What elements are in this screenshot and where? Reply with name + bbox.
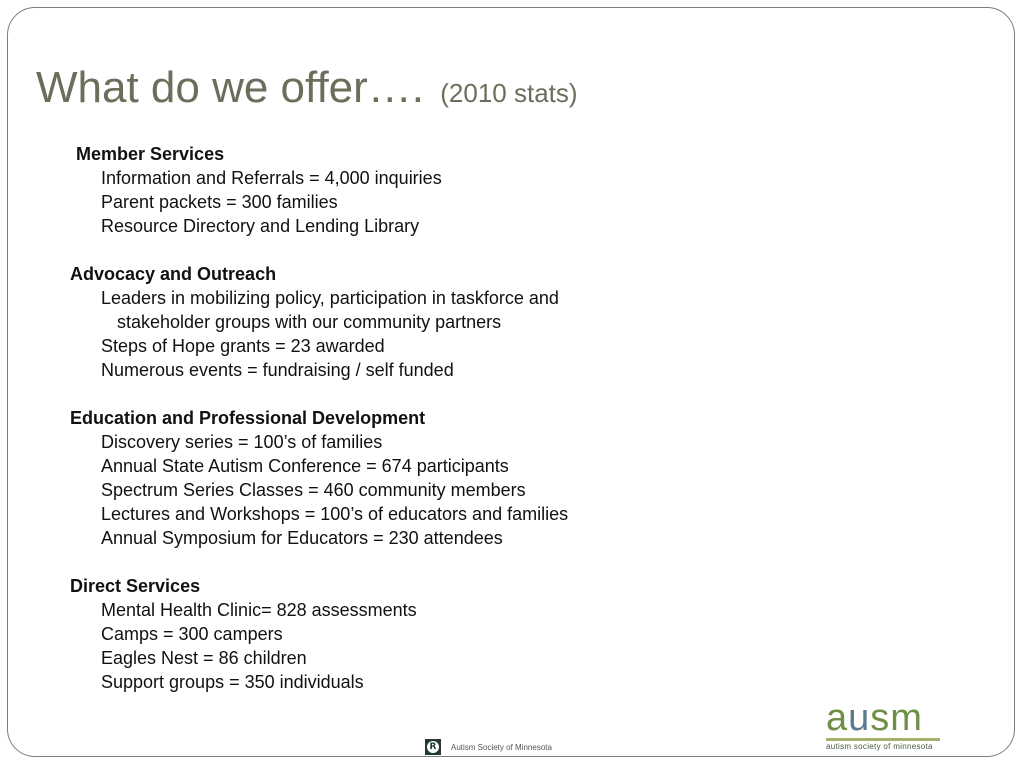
- registered-mark-icon: [425, 739, 441, 755]
- section-heading: Education and Professional Development: [70, 408, 426, 428]
- list-item: Steps of Hope grants = 23 awarded: [101, 336, 385, 356]
- section-heading: Advocacy and Outreach: [70, 264, 277, 284]
- list-item: Resource Directory and Lending Library: [101, 216, 420, 236]
- list-item: Discovery series = 100’s of families: [101, 432, 383, 452]
- list-item: Spectrum Series Classes = 460 community members: [101, 480, 526, 500]
- footer: [425, 738, 552, 756]
- section-advocacy-outreach: [70, 262, 710, 382]
- footer-text: Autism Society of Minnesota: [451, 742, 552, 752]
- slide-content: [70, 142, 710, 718]
- logo-tagline: autism society of minnesota: [826, 742, 933, 751]
- section-education: [70, 406, 710, 550]
- list-item: Lectures and Workshops = 100’s of educators and families: [101, 504, 569, 524]
- list-item: Mental Health Clinic= 828 assessments: [101, 600, 417, 620]
- list-item: Annual Symposium for Educators = 230 attendees: [101, 528, 503, 548]
- logo-wordmark: [826, 697, 940, 739]
- list-item: Annual State Autism Conference = 674 participants: [101, 456, 509, 476]
- title-suffix: (2010 stats): [440, 78, 578, 108]
- list-item: Information and Referrals = 4,000 inquiries: [101, 168, 442, 188]
- registered-mark-letter: R: [427, 741, 439, 753]
- list-item-continuation: stakeholder groups with our community partners: [117, 312, 502, 332]
- section-direct-services: [70, 574, 710, 694]
- slide-title: [36, 62, 578, 119]
- section-member-services: [70, 142, 710, 238]
- title-main: What do we offer….: [36, 63, 425, 112]
- list-item: Numerous events = fundraising / self funded: [101, 360, 454, 380]
- list-item: Leaders in mobilizing policy, participation in taskforce and: [101, 288, 559, 308]
- section-heading: Direct Services: [70, 576, 201, 596]
- list-item: Camps = 300 campers: [101, 624, 283, 644]
- list-item: Eagles Nest = 86 children: [101, 648, 307, 668]
- list-item: Parent packets = 300 families: [101, 192, 338, 212]
- ausm-logo: [826, 697, 940, 751]
- logo-letter-u: u: [848, 697, 871, 739]
- logo-letters-sm: sm: [870, 697, 923, 739]
- section-heading: Member Services: [76, 144, 225, 164]
- logo-letter-a: a: [826, 697, 849, 739]
- list-item: Support groups = 350 individuals: [101, 672, 364, 692]
